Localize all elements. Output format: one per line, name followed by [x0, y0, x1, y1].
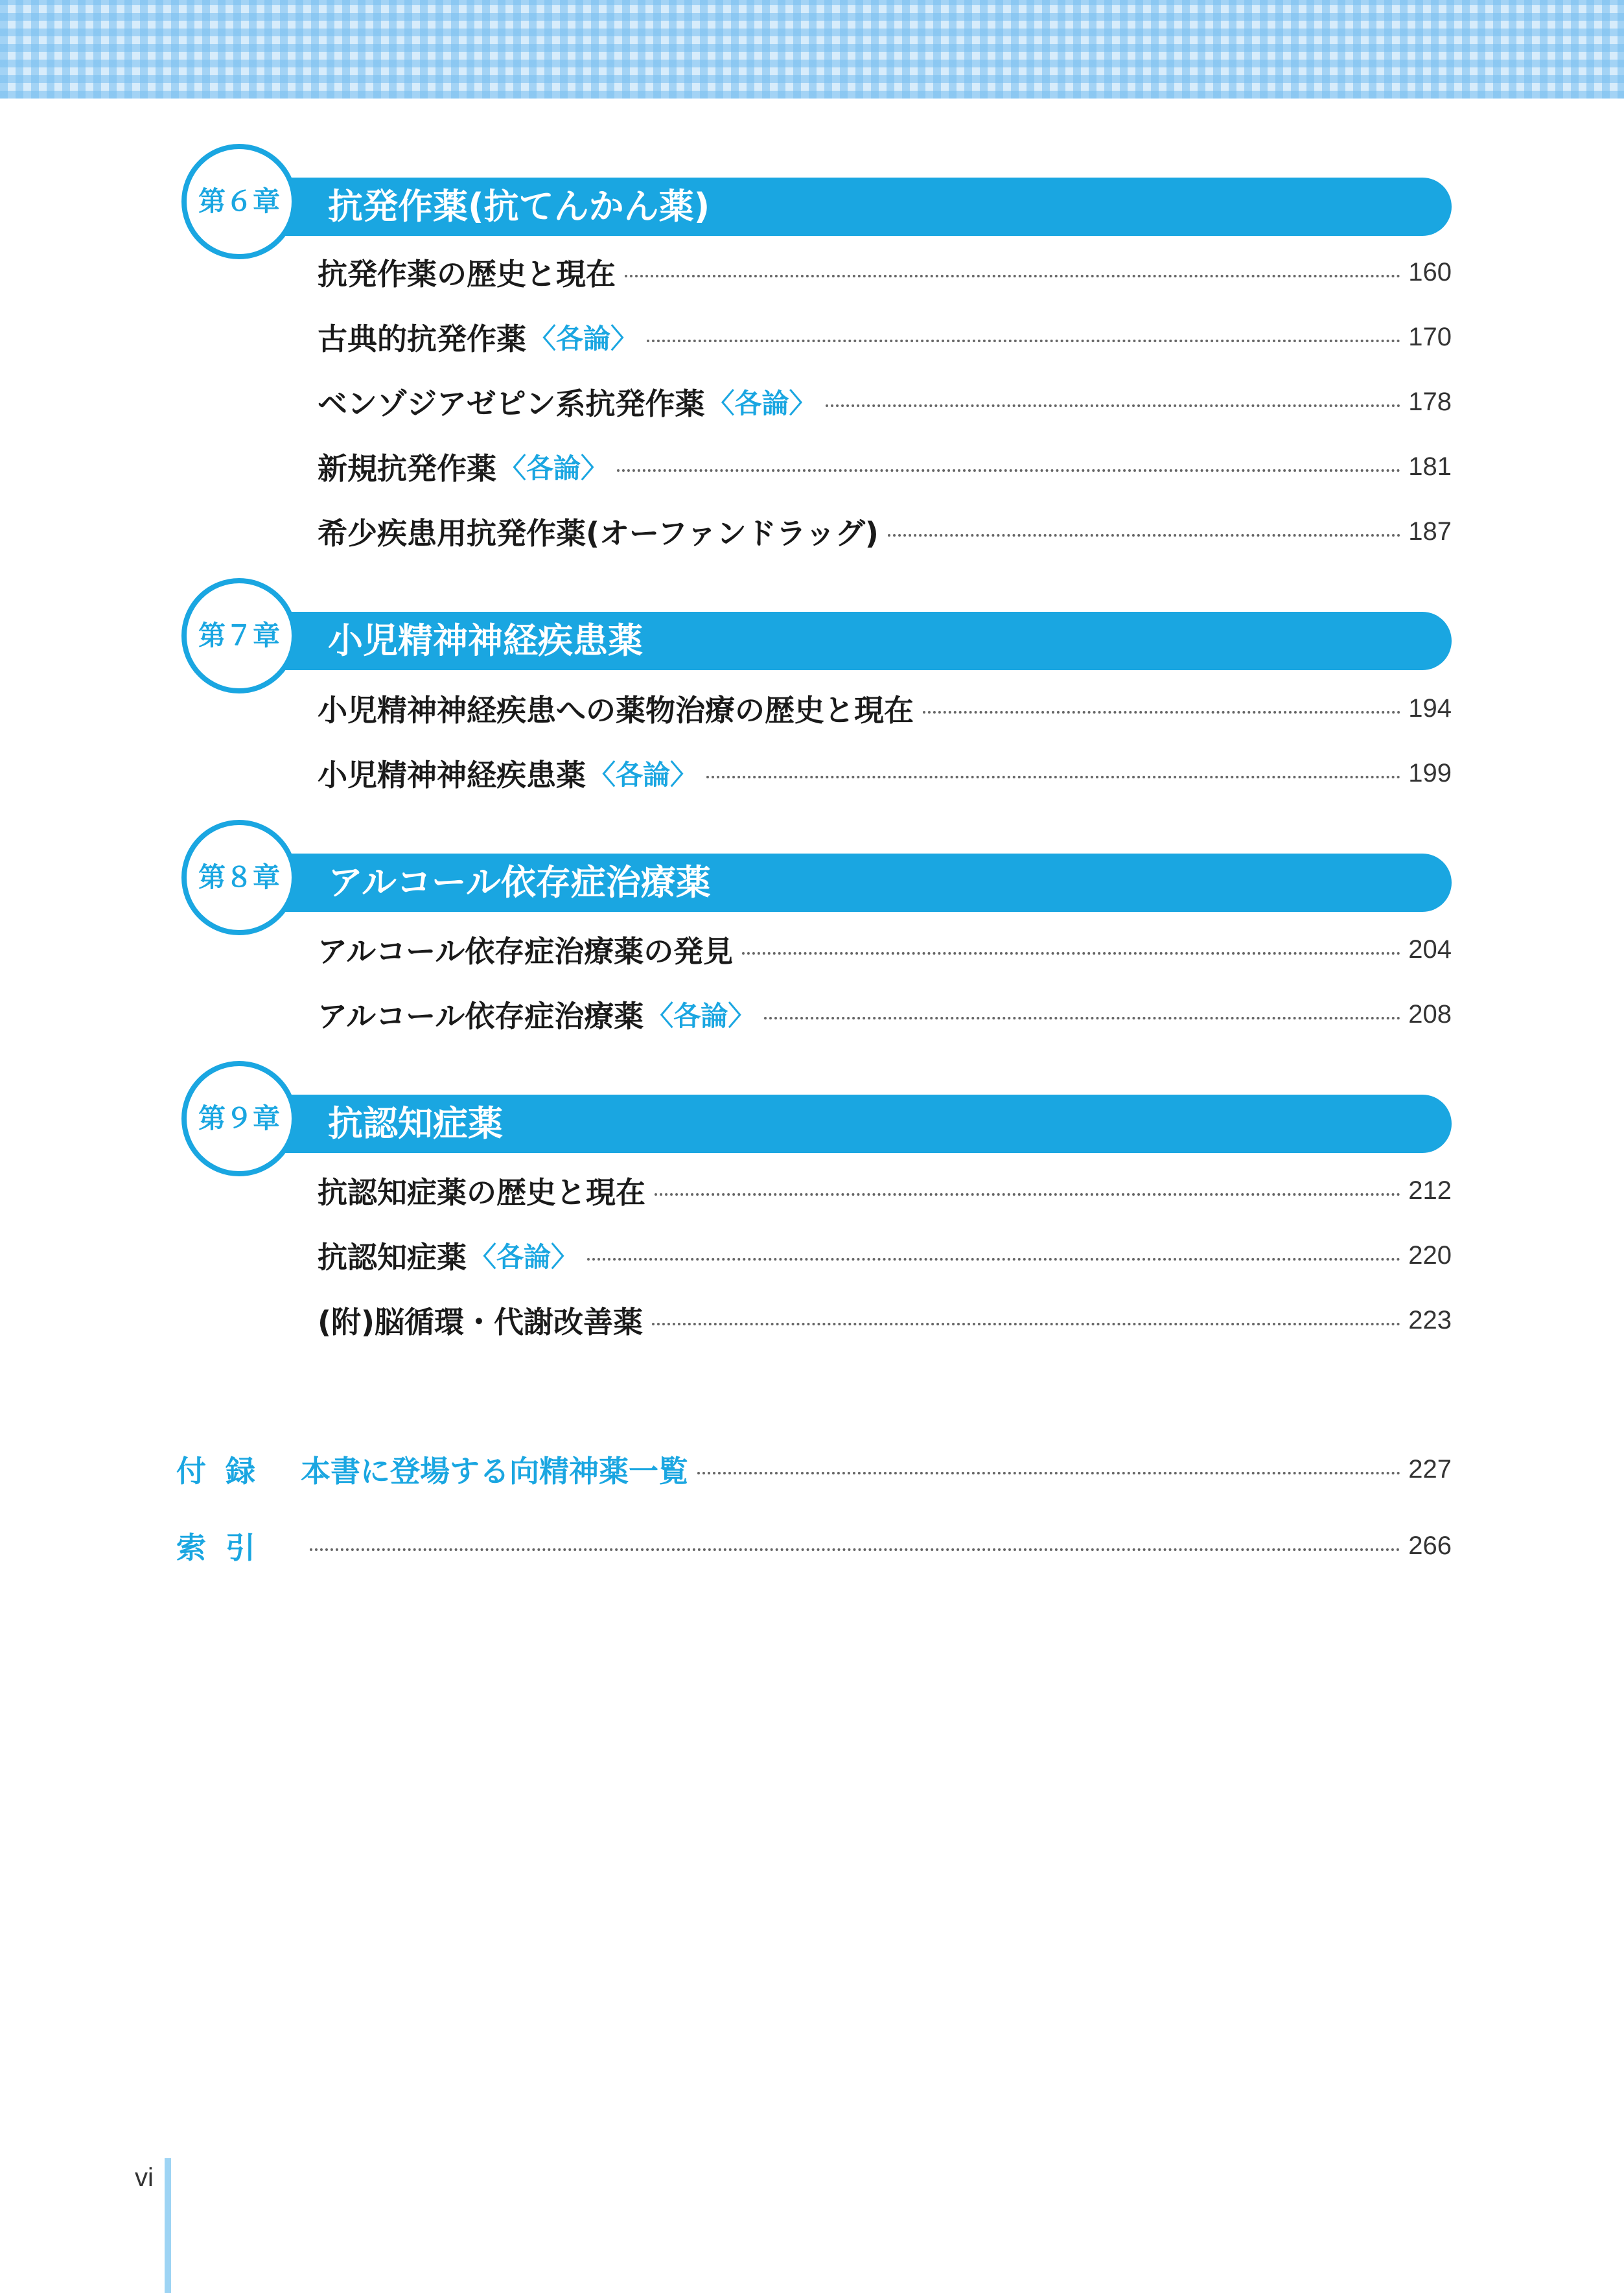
toc-entry-tag: 〈各論〉 [588, 759, 698, 791]
chapter-number-badge [181, 578, 297, 693]
chapter-number: 第８章 [198, 861, 280, 893]
toc-entry-title: 小児精神神経疾患への薬物治療の歴史と現在 [318, 693, 914, 728]
toc-entry-page: 208 [1408, 999, 1452, 1029]
toc-entry[interactable] [318, 509, 1452, 554]
chapter-number-badge [181, 144, 297, 259]
toc-entry[interactable] [318, 314, 1452, 360]
toc-entry-tag: 〈各論〉 [469, 1241, 579, 1273]
leader-dots [706, 776, 1400, 778]
margin-accent-line [165, 2158, 171, 2293]
toc-entry-title: 抗発作薬の歴史と現在 [318, 257, 616, 292]
leader-dots [697, 1472, 1400, 1474]
toc-entry-title: 古典的抗発作薬 [318, 321, 526, 356]
toc-entry-title: アルコール依存症治療薬 [318, 999, 644, 1034]
toc-entry-page: 220 [1408, 1240, 1452, 1270]
toc-entry[interactable] [318, 751, 1452, 796]
leader-dots [625, 275, 1400, 277]
leader-dots [617, 469, 1400, 472]
leader-dots [310, 1548, 1400, 1551]
leader-dots [923, 711, 1400, 714]
toc-entry-title: アルコール依存症治療薬の発見 [318, 934, 734, 969]
toc-entry[interactable] [318, 250, 1452, 295]
toc-entry-title: (附)脳循環・代謝改善薬 [318, 1305, 644, 1340]
toc-entry-tag: 〈各論〉 [707, 388, 817, 419]
chapter-number: 第７章 [198, 620, 280, 651]
leader-dots [587, 1258, 1400, 1261]
toc-entry-page: 227 [1408, 1454, 1452, 1484]
toc-appendix-title: 本書に登場する向精神薬一覧 [301, 1454, 688, 1489]
chapter-number-badge [181, 1061, 297, 1176]
leader-dots [888, 534, 1400, 537]
toc-entry-title: ベンゾジアゼピン系抗発作薬 [318, 386, 705, 421]
toc-entry-tag: 〈各論〉 [499, 452, 609, 484]
chapter-number-badge [181, 820, 297, 935]
chapter-title: アルコール依存症治療薬 [328, 862, 711, 903]
toc-entry-page: 187 [1408, 517, 1452, 546]
leader-dots [826, 404, 1401, 407]
gingham-header-band [0, 0, 1624, 99]
toc-entry-tag: 〈各論〉 [646, 1000, 756, 1032]
toc-entry-title: 抗認知症薬 [318, 1240, 467, 1275]
toc-entry[interactable] [318, 379, 1452, 425]
leader-dots [652, 1323, 1400, 1325]
chapter-number: 第６章 [198, 185, 280, 217]
chapter-number: 第９章 [198, 1102, 280, 1134]
toc-index-entry[interactable] [176, 1523, 1452, 1568]
toc-entry-page: 194 [1408, 693, 1452, 723]
leader-dots [655, 1193, 1400, 1196]
toc-entry[interactable] [318, 444, 1452, 489]
leader-dots [647, 340, 1400, 342]
leader-dots [742, 952, 1400, 955]
toc-entry-page: 204 [1408, 935, 1452, 964]
page-number: vi [135, 2163, 154, 2192]
toc-entry-tag: 〈各論〉 [529, 323, 638, 355]
toc-entry-page: 181 [1408, 452, 1452, 481]
toc-appendix-prefix: 付録 [176, 1454, 275, 1489]
chapter-title: 小児精神神経疾患薬 [328, 620, 643, 661]
toc-entry[interactable] [318, 1168, 1452, 1213]
leader-dots [764, 1017, 1400, 1019]
toc-entry[interactable] [318, 1233, 1452, 1278]
toc-entry-page: 199 [1408, 758, 1452, 787]
chapter-title: 抗認知症薬 [328, 1103, 503, 1144]
toc-entry-page: 223 [1408, 1305, 1452, 1334]
toc-entry-title: 新規抗発作薬 [318, 451, 496, 486]
toc-entry-page: 266 [1408, 1531, 1452, 1560]
toc-entry[interactable] [318, 1298, 1452, 1343]
toc-entry[interactable] [318, 927, 1452, 972]
toc-entry-page: 212 [1408, 1176, 1452, 1205]
toc-entry-title: 抗認知症薬の歴史と現在 [318, 1175, 645, 1210]
toc-entry-page: 170 [1408, 322, 1452, 351]
toc-entry[interactable] [318, 686, 1452, 731]
toc-entry-page: 178 [1408, 387, 1452, 416]
toc-entry[interactable] [318, 992, 1452, 1037]
chapter-title: 抗発作薬(抗てんかん薬) [328, 186, 710, 227]
toc-entry-title: 小児精神神経疾患薬 [318, 758, 586, 793]
toc-entry-page: 160 [1408, 257, 1452, 286]
toc-entry-title: 希少疾患用抗発作薬(オーファンドラッグ) [318, 516, 879, 551]
toc-appendix-entry[interactable] [176, 1447, 1452, 1492]
toc-index-prefix: 索引 [176, 1530, 275, 1565]
